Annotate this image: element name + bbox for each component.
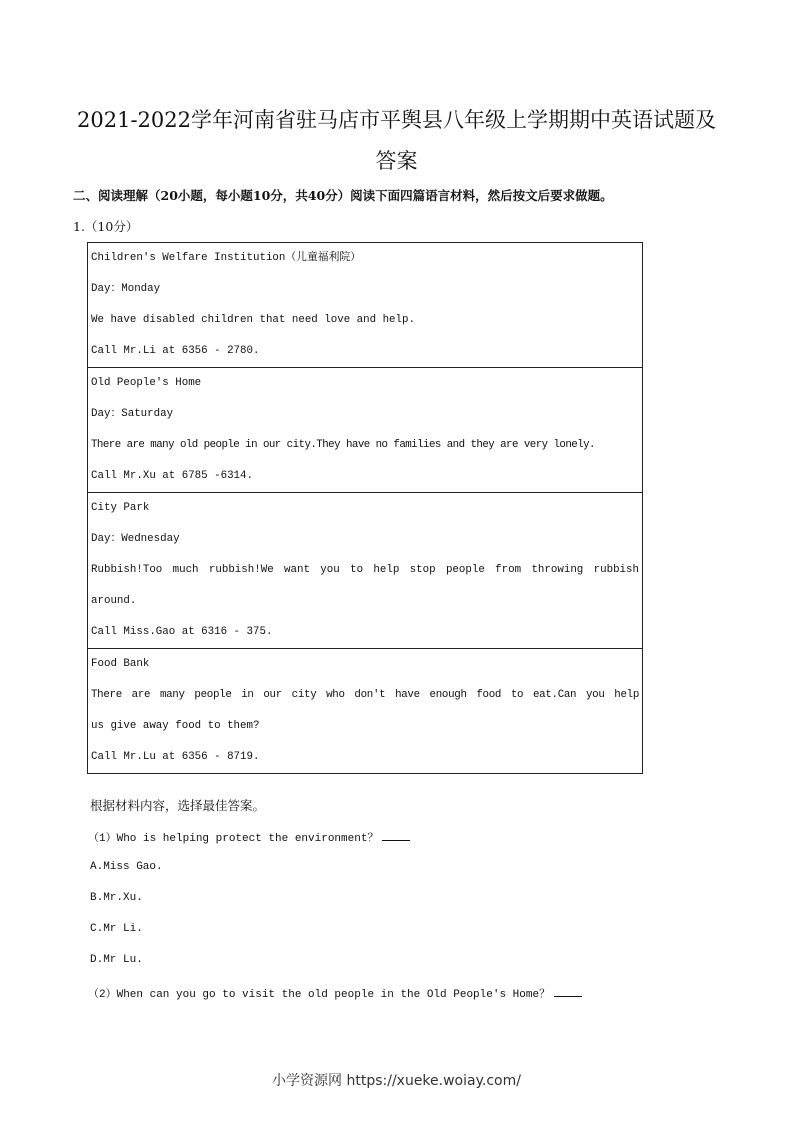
cell-line: There are many old people in our city.They have no families and they are very lonely.: [91, 439, 595, 451]
answer-blank[interactable]: [382, 830, 410, 841]
document-title-line1: 2021-2022学年河南省驻马店市平舆县八年级上学期期中英语试题及: [77, 108, 716, 132]
cell-line: Old People's Home: [91, 377, 202, 389]
option-d: D.Mr Lu.: [90, 954, 143, 966]
cell-line: Call Mr.Li at 6356 - 2780.: [91, 345, 260, 357]
table-row: [88, 649, 643, 774]
footer-watermark: 小学资源网 https://xueke.woiay.com/: [272, 1073, 521, 1089]
cell-line: Day：Saturday: [91, 408, 174, 420]
cell-line: Day：Wednesday: [91, 533, 180, 545]
option-c: C.Mr Li.: [90, 923, 143, 935]
question-text: （1）Who is helping protect the environment？: [88, 833, 379, 845]
cell-line: Call Miss.Gao at 6316 - 375.: [91, 626, 273, 638]
table-row: [88, 493, 643, 649]
cell-line: around.: [91, 595, 137, 607]
question-number: 1.（10分）: [73, 219, 139, 234]
answer-blank[interactable]: [554, 986, 582, 997]
cell-line: Rubbish!Too much rubbish!We want you to help stop people from throwing rubbish: [91, 564, 639, 576]
cell-line: City Park: [91, 502, 150, 514]
option-b: B.Mr.Xu.: [90, 892, 143, 904]
question-text: （2）When can you go to visit the old people in the Old People's Home？: [88, 989, 551, 1001]
cell-line: We have disabled children that need love and help.: [91, 314, 415, 326]
option-a: A.Miss Gao.: [90, 861, 163, 873]
section-heading: 二、阅读理解（20小题，每小题10分，共40分）阅读下面四篇语言材料，然后按文后要求做题。: [73, 188, 613, 203]
cell-line: There are many people in our city who don't have enough food to eat.Can you help: [91, 689, 639, 701]
cell-line: Call Mr.Xu at 6785 -6314.: [91, 470, 253, 482]
question-1-stem: [88, 829, 410, 845]
question-2-stem: [88, 985, 582, 1001]
instruction: 根据材料内容，选择最佳答案。: [90, 798, 266, 813]
cell-line: Food Bank: [91, 658, 150, 670]
cell-line: Call Mr.Lu at 6356 - 8719.: [91, 751, 260, 763]
table-row: [88, 368, 643, 493]
document-title-line2: 答案: [375, 149, 418, 173]
cell-line: us give away food to them?: [91, 720, 260, 732]
table-row: [88, 243, 643, 368]
reading-material-table: [87, 242, 643, 774]
cell-line: Day：Monday: [91, 283, 161, 295]
cell-line: Children's Welfare Institution（儿童福利院）: [91, 252, 361, 264]
